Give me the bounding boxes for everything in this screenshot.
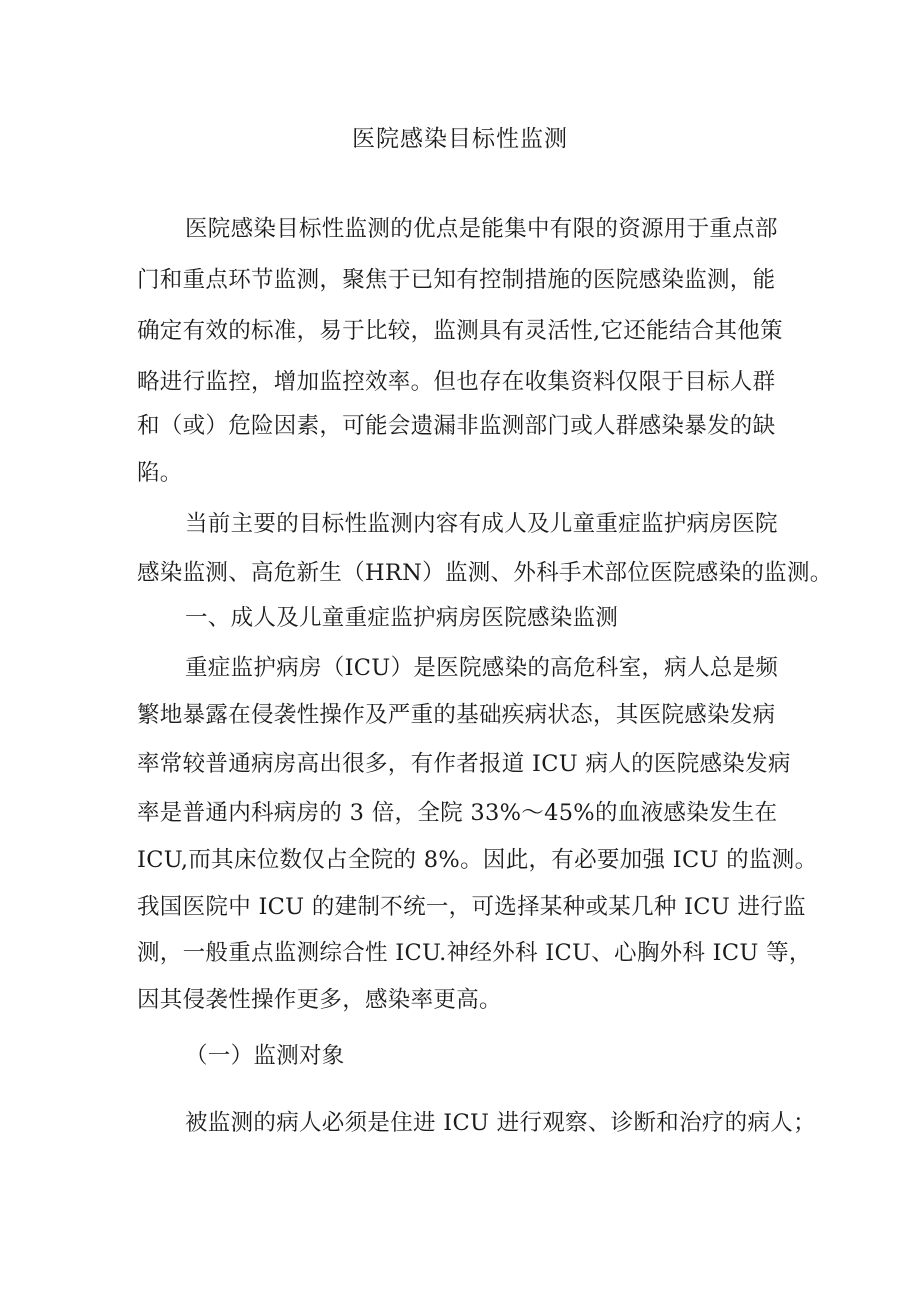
document-title: 医院感染目标性监测 (352, 126, 568, 152)
subsection-heading: （一）监测对象 (185, 1043, 345, 1069)
paragraph-line: 门和重点环节监测，聚焦于已知有控制措施的医院感染监测，能 (137, 267, 776, 293)
paragraph-line: 和（或）危险因素，可能会遗漏非监测部门或人群感染暴发的缺 (137, 413, 776, 439)
paragraph-line: 被监测的病人必须是住进 ICU 进行观察、诊断和治疗的病人； (185, 1110, 816, 1136)
paragraph-line: 医院感染目标性监测的优点是能集中有限的资源用于重点部 (185, 216, 778, 242)
paragraph-line: 繁地暴露在侵袭性操作及严重的基础疾病状态，其医院感染发病 (137, 702, 776, 728)
paragraph-line: 感染监测、高危新生（HRN）监测、外科手术部位医院感染的监测。 (137, 560, 833, 586)
paragraph-line: 率常较普通病房高出很多，有作者报道 ICU 病人的医院感染发病 (137, 751, 791, 777)
section-heading: 一、成人及儿童重症监护病房医院感染监测 (185, 605, 619, 631)
paragraph-line: 略进行监控，增加监控效率。但也存在收集资料仅限于目标人群 (137, 369, 776, 395)
paragraph-line: 重症监护病房（ICU）是医院感染的高危科室，病人总是频 (185, 655, 779, 681)
paragraph-line: 确定有效的标准，易于比较，监测具有灵活性,它还能结合其他策 (137, 318, 783, 344)
paragraph-line: 率是普通内科病房的 3 倍，全院 33%～45%的血液感染发生在 (137, 800, 778, 826)
paragraph-line: 测，一般重点监测综合性 ICU.神经外科 ICU、心胸外科 ICU 等， (137, 940, 812, 966)
paragraph-line: 当前主要的目标性监测内容有成人及儿童重症监护病房医院 (185, 511, 778, 537)
paragraph-line: ICU,而其床位数仅占全院的 8%。因此，有必要加强 ICU 的监测。 (137, 847, 818, 873)
paragraph-line: 因其侵袭性操作更多，感染率更高。 (137, 987, 502, 1013)
paragraph-line: 我国医院中 ICU 的建制不统一，可选择某种或某几种 ICU 进行监 (137, 894, 806, 920)
paragraph-line: 陷。 (137, 460, 183, 486)
